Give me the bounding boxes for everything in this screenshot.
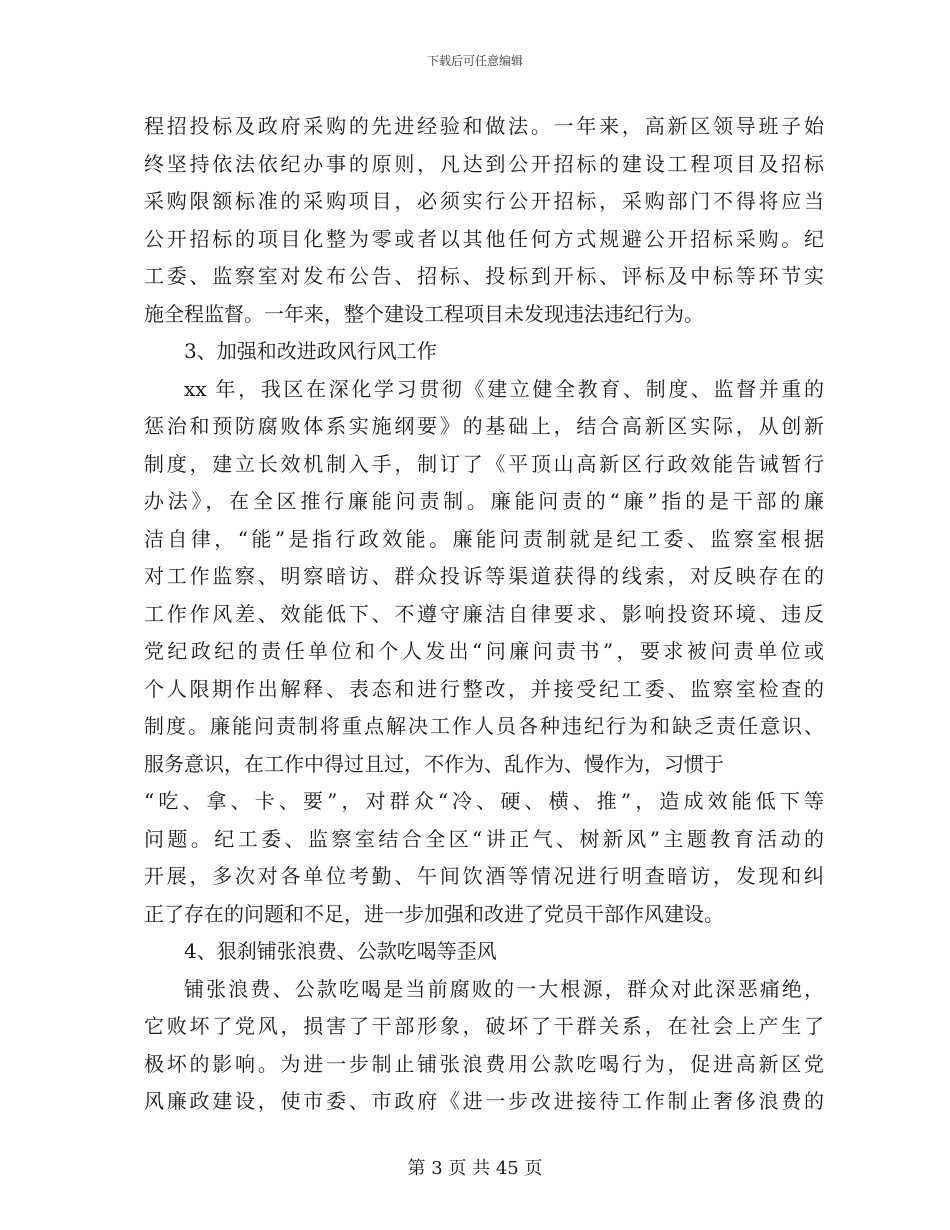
text-line: 对工作监察、明察暗访、群众投诉等渠道获得的线索，对反映存在的 — [144, 564, 824, 588]
text-line: 正了存在的问题和不足，进一步加强和改进了党员干部作风建设。 — [144, 901, 724, 926]
text-line: 公开招标的项目化整为零或者以其他任何方式规避公开招标采购。纪 — [144, 226, 824, 251]
text-line: 开展，多次对各单位考勤、午间饮酒等情况进行明查暗访，发现和纠 — [144, 864, 824, 888]
text-line: 个人限期作出解释、表态和进行整改，并接受纪工委、监察室检查的 — [144, 676, 824, 701]
text-line: 程招投标及政府采购的先进经验和做法。一年来，高新区领导班子始 — [144, 114, 824, 138]
text-line: 采购限额标准的采购项目，必须实行公开招标，采购部门不得将应当 — [144, 189, 824, 213]
page-footer: 第 3 页 共 45 页 — [407, 1158, 543, 1179]
text-line: 极坏的影响。为进一步制止铺张浪费用公款吃喝行为，促进高新区党 — [144, 1051, 824, 1076]
text-line: 问题。纪工委、监察室结合全区“讲正气、树新风”主题教育活动的 — [144, 826, 824, 851]
text-line: 党纪政纪的责任单位和个人发出“问廉问责书”，要求被问责单位或 — [144, 639, 824, 663]
text-line: 惩治和预防腐败体系实施纲要》的基础上，结合高新区实际，从创新 — [144, 414, 824, 438]
text-line: 服务意识，在工作中得过且过，不作为、乱作为、慢作为，习惯于 — [144, 751, 724, 776]
text-line: xx 年，我区在深化学习贯彻《建立健全教育、制度、监督并重的 — [184, 376, 824, 401]
document-body — [144, 108, 824, 1121]
text-line: 制度，建立长效机制入手，制订了《平顶山高新区行政效能告诫暂行 — [144, 451, 824, 476]
text-line: 工委、监察室对发布公告、招标、投标到开标、评标及中标等环节实 — [144, 264, 824, 288]
text-line: “吃、拿、卡、要”，对群众“冷、硬、横、推”，造成效能低下等 — [144, 789, 824, 813]
text-line: 铺张浪费、公款吃喝是当前腐败的一大根源，群众对此深恶痛绝， — [184, 976, 824, 1001]
text-line: 洁自律，“能”是指行政效能。廉能问责制就是纪工委、监察室根据 — [144, 526, 824, 551]
text-line: 3、加强和改进政风行风工作 — [184, 339, 437, 363]
text-line: 风廉政建设，使市委、市政府《进一步改进接待工作制止奢侈浪费的 — [144, 1089, 824, 1113]
text-line: 施全程监督。一年来，整个建设工程项目未发现违法违纪行为。 — [144, 301, 704, 326]
text-line: 工作作风差、效能低下、不遵守廉洁自律要求、影响投资环境、违反 — [144, 601, 824, 626]
text-line: 终坚持依法依纪办事的原则，凡达到公开招标的建设工程项目及招标 — [144, 151, 824, 176]
text-line: 4、狠刹铺张浪费、公款吃喝等歪风 — [184, 939, 497, 963]
text-line: 它败坏了党风，损害了干部形象，破坏了干群关系，在社会上产生了 — [144, 1014, 824, 1038]
text-line: 制度。廉能问责制将重点解决工作人员各种违纪行为和缺乏责任意识、 — [144, 714, 824, 738]
page-header: 下载后可任意编辑 — [426, 54, 523, 68]
text-line: 办法》，在全区推行廉能问责制。廉能问责的“廉”指的是干部的廉 — [144, 489, 824, 513]
